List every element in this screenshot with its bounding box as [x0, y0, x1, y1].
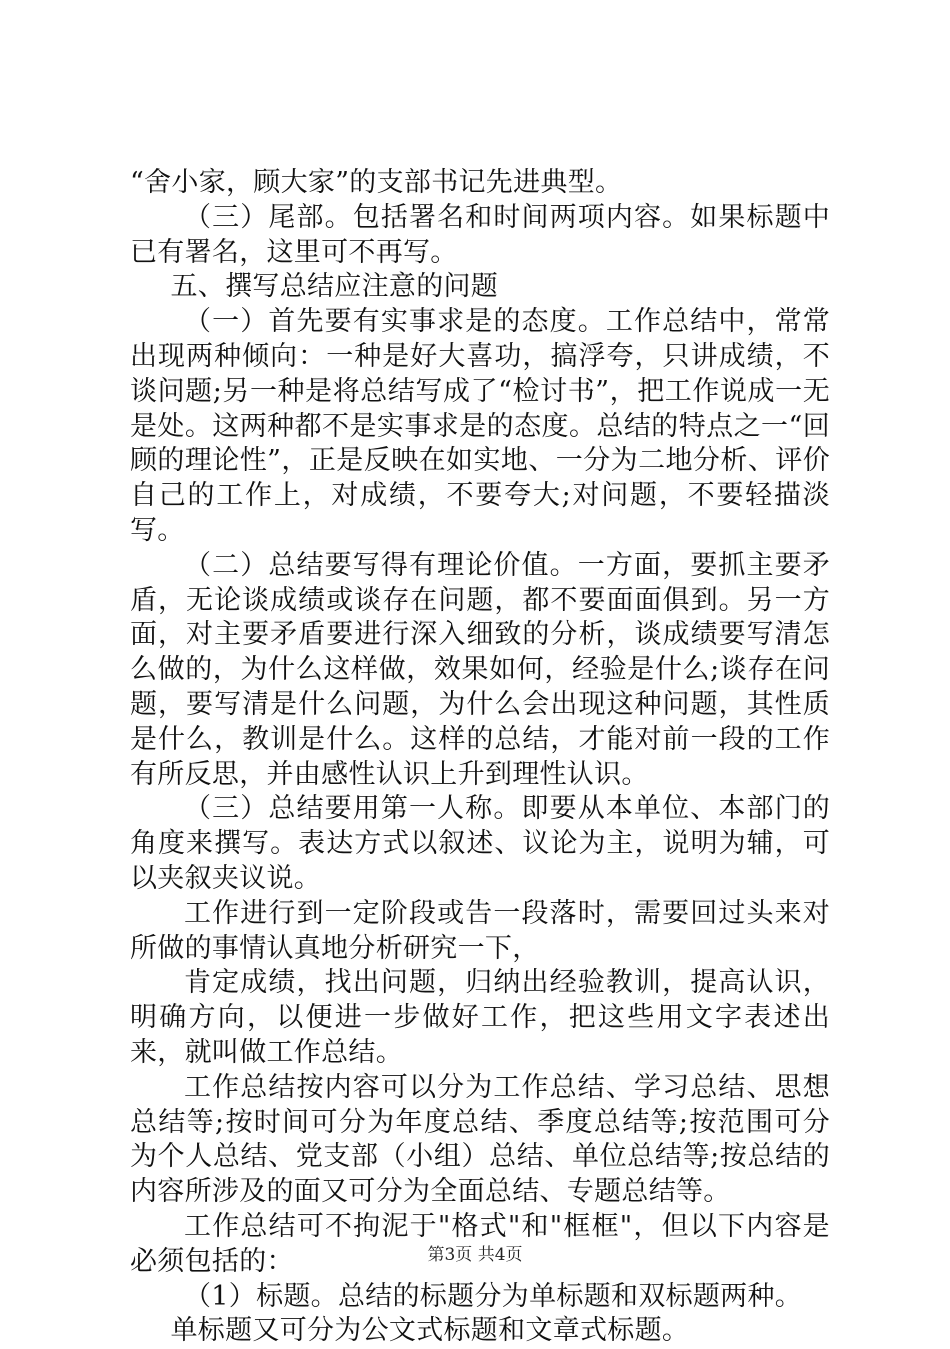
paragraph: （1）标题。总结的标题分为单标题和双标题两种。: [184, 1280, 803, 1312]
paragraph: 肯定成绩，找出问题，归纳出经验教训，提高认识，明确方向，以便进一步做好工作，把这些用文字表述出来，就叫做工作总结。: [130, 967, 830, 1068]
paragraph: （三）总结要用第一人称。即要从本单位、本部门的角度来撰写。表达方式以叙述、议论为主，说明为辅，可以夹叙夹议说。: [130, 793, 830, 894]
paragraph: 工作进行到一定阶段或告一段落时，需要回过头来对所做的事情认真地分析研究一下，: [130, 897, 830, 964]
document-body: [130, 166, 830, 1349]
paragraph: 工作总结可不拘泥于"格式"和"框框"，但以下内容是必须包括的：: [130, 1210, 830, 1277]
paragraph: （三）尾部。包括署名和时间两项内容。如果标题中已有署名，这里可不再写。: [130, 201, 830, 268]
section-heading: 五、撰写总结应注意的问题: [170, 271, 499, 303]
paragraph: （一）首先要有实事求是的态度。工作总结中，常常出现两种倾向：一种是好大喜功，搞浮夸，只讲成绩，不谈问题;另一种是将总结写成了“检讨书”，把工作说成一无是处。这两种都不是实事求是的态度。总结的特点之一“回顾的理论性”，正是反映在如实地、一分为二地分析、评价自己的工作上，对成绩，不要夸大;对问题，不要轻描淡写。: [130, 306, 830, 546]
paragraph: “舍小家，顾大家”的支部书记先进典型。: [130, 167, 623, 198]
paragraph: （二）总结要写得有理论价值。一方面，要抓主要矛盾，无论谈成绩或谈存在问题，都不要面面俱到。另一方面，对主要矛盾要进行深入细致的分析，谈成绩要写清怎么做的，为什么这样做，效果如何，经验是什么;谈存在问题，要写清是什么问题，为什么会出现这种问题，其性质是什么，教训是什么。这样的总结，才能对前一段的工作有所反思，并由感性认识上升到理性认识。: [130, 549, 830, 790]
page-number-footer: 第3页 共4页: [427, 1245, 523, 1265]
paragraph: 工作总结按内容可以分为工作总结、学习总结、思想总结等;按时间可分为年度总结、季度总结等;按范围可分为个人总结、党支部（小组）总结、单位总结等;按总结的内容所涉及的面又可分为全面总结、专题总结等。: [130, 1071, 830, 1208]
paragraph: 单标题又可分为公文式标题和文章式标题。: [170, 1315, 690, 1347]
